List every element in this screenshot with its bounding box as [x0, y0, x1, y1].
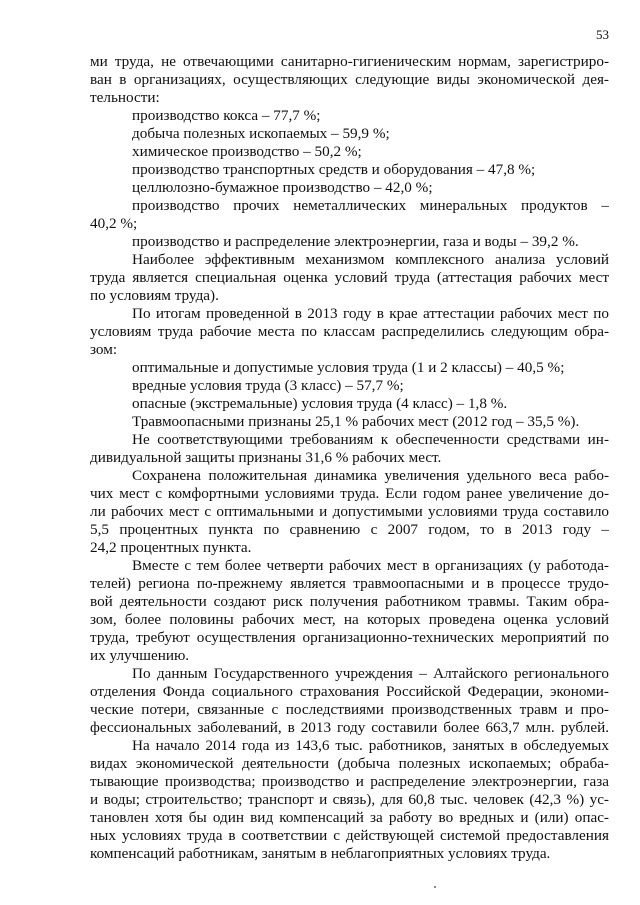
text-line: тельности:: [90, 89, 160, 106]
text-line: отделения Фонда социального страхования Российской Федерации, экономи-: [90, 683, 609, 700]
text-line: По данным Государственного учреждения – Алтайского регионального: [132, 665, 609, 682]
text-line: производство прочих неметаллических минеральных продуктов –: [132, 197, 609, 214]
body-text: [90, 53, 609, 863]
text-line: ли рабочих мест с оптимальными и допустимыми условиями труда составило: [90, 503, 609, 520]
text-line: Сохранена положительная динамика увеличения удельного веса рабо-: [132, 467, 609, 484]
text-line: ческие потери, связанные с последствиями производственных травм и про-: [90, 701, 609, 718]
text-line: дивидуальной защиты признаны 31,6 % рабочих мест.: [90, 449, 442, 466]
text-line: вредные условия труда (3 класс) – 57,7 %;: [132, 377, 404, 394]
text-line: зом:: [90, 341, 118, 358]
scan-speck: [434, 886, 436, 888]
text-line: оптимальные и допустимые условия труда (1 и 2 классы) – 40,5 %;: [132, 359, 565, 376]
text-line: Вместе с тем более четверти рабочих мест в организациях (у работода-: [132, 557, 609, 574]
text-line: производство транспортных средств и оборудования – 47,8 %;: [132, 161, 536, 178]
text-line: телей) региона по-прежнему является травмоопасными и в процессе трудо-: [90, 575, 609, 592]
text-line: Наиболее эффективным механизмом комплексного анализа условий: [132, 251, 609, 268]
text-line: условиям труда рабочие места по классам распределились следующим обра-: [90, 323, 609, 340]
text-line: и воды; строительство; транспорт и связь), для 60,8 тыс. человек (42,3 %) ус-: [90, 791, 609, 808]
text-line: добыча полезных ископаемых – 59,9 %;: [132, 125, 390, 142]
text-line: целлюлозно-бумажное производство – 42,0 %;: [132, 179, 433, 196]
text-line: вой деятельности создают риск получения работником травмы. Таким обра-: [90, 593, 609, 610]
text-line: ми труда, не отвечающими санитарно-гигиеническим нормам, зарегистриро-: [90, 53, 609, 70]
text-line: зом, более половины рабочих мест, на которых проведена оценка условий: [90, 611, 609, 628]
text-line: 24,2 процентных пункта.: [90, 539, 252, 556]
text-line: ван в организациях, осуществляющих следующие виды экономической дея-: [90, 71, 609, 88]
text-line: химическое производство – 50,2 %;: [132, 143, 362, 160]
text-line: Травмоопасными признаны 25,1 % рабочих мест (2012 год – 35,5 %).: [132, 413, 580, 430]
text-line: труда, требуют осуществления организационно-технических мероприятий по: [90, 629, 609, 646]
text-line: производство и распределение электроэнергии, газа и воды – 39,2 %.: [132, 233, 579, 250]
text-line: чих мест с комфортными условиями труда. Если годом ранее увеличение до-: [90, 485, 609, 502]
text-line: по условиям труда).: [90, 287, 219, 304]
text-line: 5,5 процентных пункта по сравнению с 2007 годом, то в 2013 году –: [90, 521, 609, 538]
text-line: По итогам проведенной в 2013 году в крае аттестации рабочих мест по: [132, 305, 609, 322]
text-line: фессиональных заболеваний, в 2013 году составили более 663,7 млн. рублей.: [90, 719, 609, 736]
text-line: ных условиях труда в соответствии с действующей системой предоставления: [90, 827, 609, 844]
text-line: тановлен хотя бы один вид компенсаций за работу во вредных и (или) опас-: [90, 809, 609, 826]
text-line: Не соответствующими требованиям к обеспеченности средствами ин-: [132, 431, 609, 448]
text-line: На начало 2014 года из 143,6 тыс. работников, занятых в обследуемых: [132, 737, 609, 754]
text-line: тывающие производства; производство и распределение электроэнергии, газа: [90, 773, 609, 790]
page-number: 53: [596, 27, 609, 42]
text-line: компенсаций работникам, занятым в неблагоприятных условиях труда.: [90, 845, 551, 862]
text-line: производство кокса – 77,7 %;: [132, 107, 321, 124]
text-line: их улучшению.: [90, 647, 190, 664]
text-line: опасные (экстремальные) условия труда (4 класс) – 1,8 %.: [132, 395, 508, 412]
text-line: труда является специальная оценка условий труда (аттестация рабочих мест: [90, 269, 609, 286]
text-line: 40,2 %;: [90, 215, 138, 232]
text-line: видах экономической деятельности (добыча полезных ископаемых; обраба-: [90, 755, 609, 772]
